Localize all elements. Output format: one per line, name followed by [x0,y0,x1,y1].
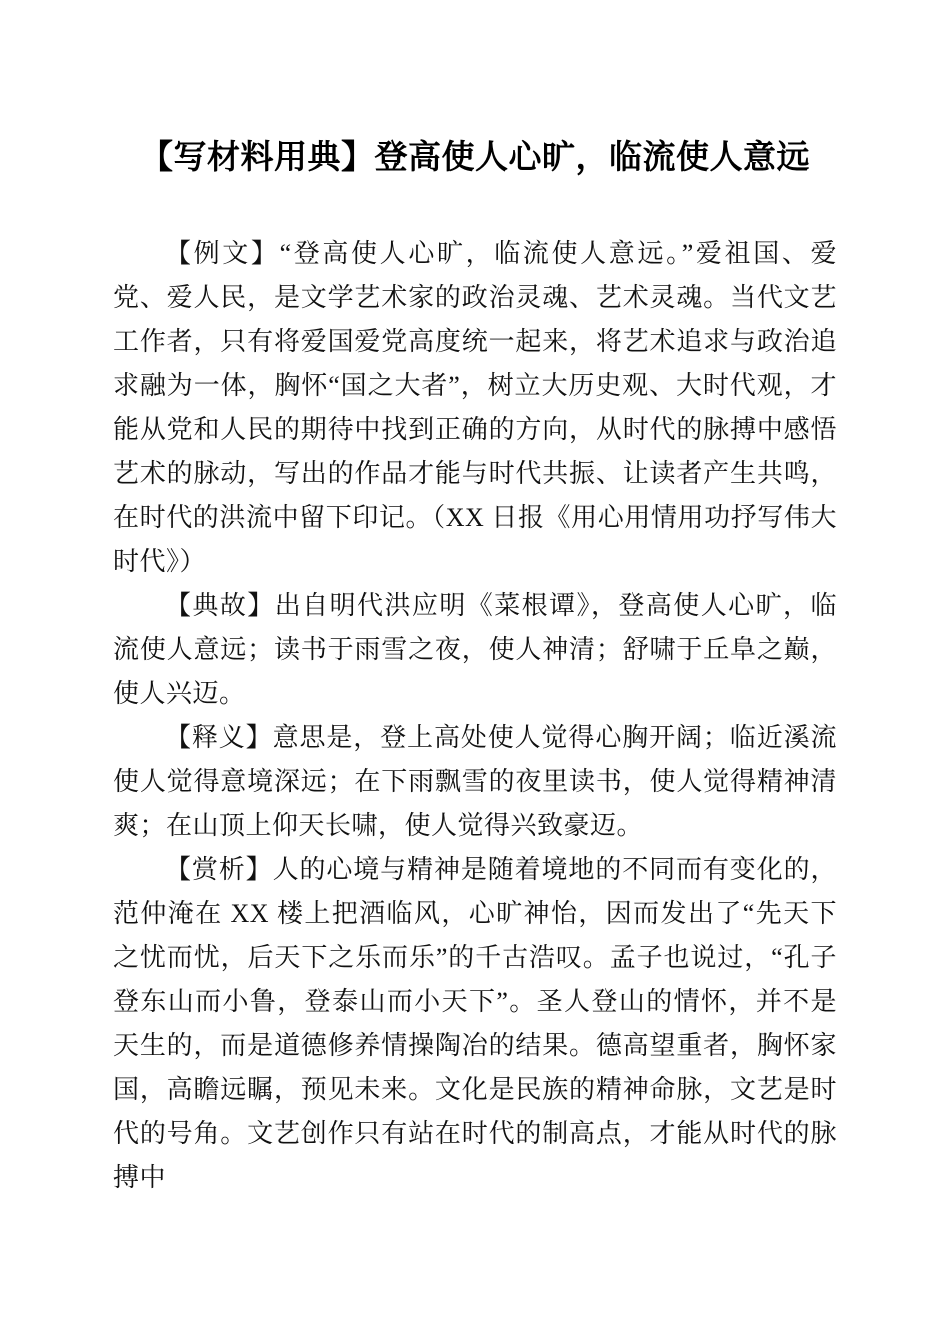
paragraph-allusion-source: 【典故】出自明代洪应明《菜根谭》，登高使人心旷，临流使人意远；读书于雨雪之夜，使人神清；舒啸于丘阜之巅，使人兴迈。 [113,591,837,708]
paragraph-appreciation: 【赏析】人的心境与精神是随着境地的不同而有变化的，范仲淹在 XX 楼上把酒临风，心旷神怡，因而发出了“先天下之忧而忧，后天下之乐而乐”的千古浩叹。孟子也说过，“孔子登东山而小鲁，登泰山而小天下”。圣人登山的情怀，并不是天生的，而是道德修养情操陶冶的结果。德高望重者，胸怀家国，高瞻远瞩，预见未来。文化是民族的精神命脉，文艺是时代的号角。文艺创作只有站在时代的制高点，才能从时代的脉搏中 [113,855,837,1192]
paragraph-interpretation: 【释义】意思是，登上高处使人觉得心胸开阔；临近溪流使人觉得意境深远；在下雨飘雪的夜里读书，使人觉得精神清爽；在山顶上仰天长啸，使人觉得兴致豪迈。 [113,723,837,840]
document-title: 【写材料用典】登高使人心旷，临流使人意远 [140,140,810,176]
paragraph-example-usage: 【例文】“登高使人心旷，临流使人意远。”爱祖国、爱党、爱人民，是文学艺术家的政治灵魂、艺术灵魂。当代文艺工作者，只有将爱国爱党高度统一起来，将艺术追求与政治追求融为一体，胸怀“国之大者”，树立大历史观、大时代观，才能从党和人民的期待中找到正确的方向，从时代的脉搏中感悟艺术的脉动，写出的作品才能与时代共振、让读者产生共鸣，在时代的洪流中留下印记。（XX 日报《用心用情用功抒写伟大时代》） [113,239,837,576]
